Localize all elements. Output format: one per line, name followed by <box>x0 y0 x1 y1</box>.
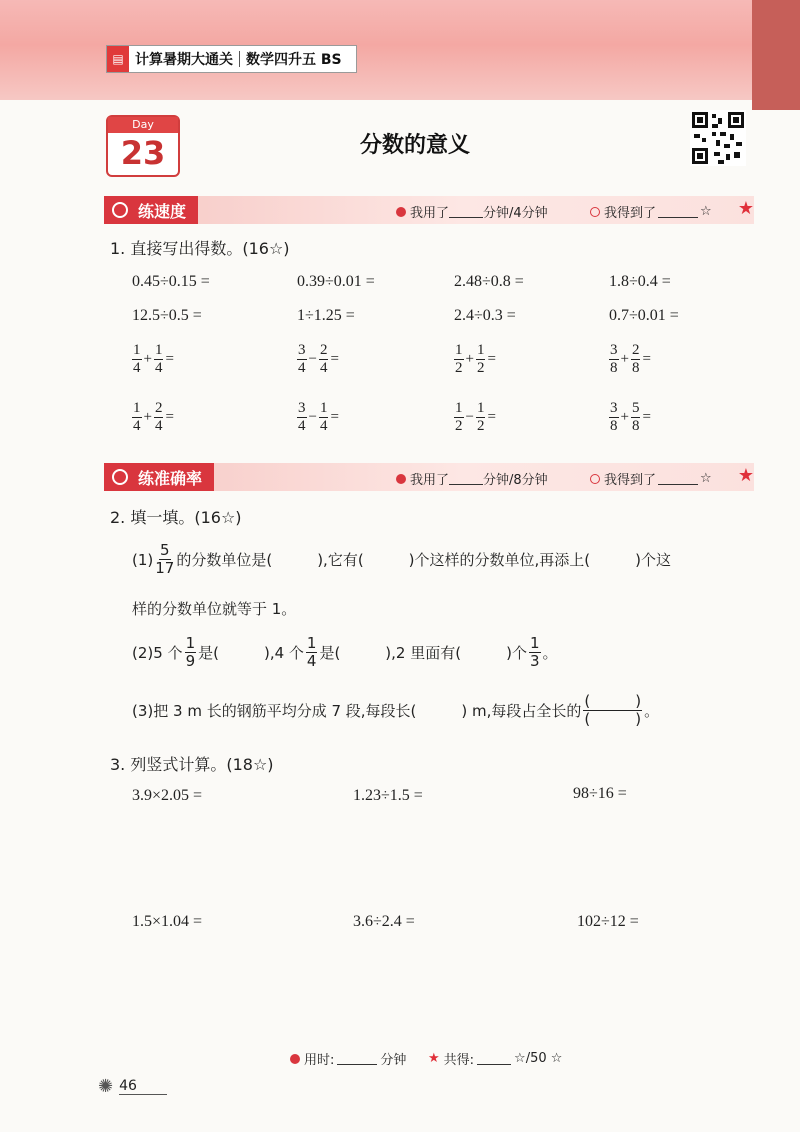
footer-score-label: 共得: <box>443 1053 475 1068</box>
q2-part3: (3)把 3 m 长的钢筋平均分成 7 段,每段长( ) m,每段占全长的 $\frac{( )}{( )}$ 。 <box>132 692 660 728</box>
q1-item: 1÷1.25 = <box>297 307 355 324</box>
q1-fraction-item: $\frac{3}{4}$ − $\frac{1}{4}$ = <box>298 400 339 434</box>
q1-fraction-item: $\frac{3}{4}$ − $\frac{2}{4}$ = <box>298 342 339 376</box>
top-band-edge <box>752 0 800 110</box>
score-got <box>590 469 712 488</box>
q3-item: 102÷12 = <box>577 913 639 930</box>
day-number: 23 <box>120 134 166 172</box>
q1-fraction-item: $\frac{1}{2}$ + $\frac{1}{2}$ = <box>455 342 496 376</box>
section-speed-tag <box>104 196 198 224</box>
q2-part1-cont: 样的分数单位就等于 1。 <box>132 600 297 618</box>
stopwatch-icon <box>112 202 128 218</box>
footer-score <box>428 1049 562 1068</box>
footer-time-blank[interactable] <box>337 1052 377 1065</box>
time-used-label: 我用了 <box>410 206 450 221</box>
time-blank[interactable] <box>449 472 483 485</box>
q1-fraction-item: $\frac{3}{8}$ + $\frac{5}{8}$ = <box>610 400 651 434</box>
series-title: 计算暑期大通关 <box>135 52 233 68</box>
star-decoration-icon: ★ <box>737 198 754 218</box>
q1-fraction-item: $\frac{1}{2}$ − $\frac{1}{2}$ = <box>455 400 496 434</box>
footer-score-blank[interactable] <box>477 1052 511 1065</box>
q1-fraction-item: $\frac{1}{4}$ + $\frac{1}{4}$ = <box>133 342 174 376</box>
score-label: 我得到了 <box>604 473 657 488</box>
footer-time-unit: 分钟 <box>380 1053 407 1068</box>
q1-item: 0.39÷0.01 = <box>297 273 375 290</box>
score-blank[interactable] <box>658 205 698 218</box>
check-icon <box>590 474 600 484</box>
book-icon: ▤ <box>107 46 129 72</box>
star-icon: ☆ <box>700 204 712 219</box>
q1-item: 0.7÷0.01 = <box>609 307 679 324</box>
q2-part1: (1) $\frac{5}{17}$ 的分数单位是( ),它有( )个这样的分数单位,再添上( )个这 <box>132 541 671 577</box>
series-grade: 数学四升五 BS <box>246 52 342 68</box>
q3-item: 1.5×1.04 = <box>132 913 203 930</box>
q1-fraction-item: $\frac{1}{4}$ + $\frac{2}{4}$ = <box>133 400 174 434</box>
time-unit: 分钟/8分钟 <box>483 473 548 488</box>
score-blank[interactable] <box>658 472 698 485</box>
target-icon <box>112 469 128 485</box>
time-unit: 分钟/4分钟 <box>483 206 548 221</box>
clock-icon <box>396 207 406 217</box>
q1-item: 2.48÷0.8 = <box>454 273 524 290</box>
time-used-label: 我用了 <box>410 473 450 488</box>
star-icon: ★ <box>428 1051 440 1066</box>
section-accuracy-label: 练准确率 <box>138 468 203 488</box>
q1-item: 0.45÷0.15 = <box>132 273 210 290</box>
section-speed-bar <box>104 196 754 224</box>
footer-time-label: 用时: <box>304 1053 335 1068</box>
time-used <box>396 202 548 221</box>
q1-item: 1.8÷0.4 = <box>609 273 671 290</box>
q3-item: 3.9×2.05 = <box>132 787 203 804</box>
q1-item: 2.4÷0.3 = <box>454 307 516 324</box>
page-number-area <box>98 1076 167 1097</box>
q2-title: 2. 填一填。(16☆) <box>110 508 242 527</box>
star-decoration-icon: ★ <box>737 465 754 485</box>
footer-time <box>290 1049 406 1068</box>
page-number: 46 <box>119 1078 167 1095</box>
series-banner <box>106 45 357 73</box>
qr-code-icon <box>690 110 746 166</box>
clock-icon <box>396 474 406 484</box>
sun-icon: ✺ <box>98 1076 114 1096</box>
q1-item: 12.5÷0.5 = <box>132 307 202 324</box>
score-got <box>590 202 712 221</box>
q3-item: 3.6÷2.4 = <box>353 913 415 930</box>
page-title: 分数的意义 <box>359 133 470 158</box>
day-label: Day <box>108 117 178 133</box>
time-used <box>396 469 548 488</box>
section-accuracy-bar <box>104 463 754 491</box>
footer-score-unit: ☆/50 ☆ <box>514 1051 563 1066</box>
section-accuracy-tag <box>104 463 214 491</box>
star-icon: ☆ <box>700 471 712 486</box>
score-label: 我得到了 <box>604 206 657 221</box>
q2-part2: (2)5 个 $\frac{1}{9}$ 是( ),4 个 $\frac{1}{4}$ 是( ),2 里面有( )个 $\frac{1}{3}$ 。 <box>132 634 558 670</box>
q3-item: 1.23÷1.5 = <box>353 787 423 804</box>
q1-fraction-item: $\frac{3}{8}$ + $\frac{2}{8}$ = <box>610 342 651 376</box>
section-speed-label: 练速度 <box>138 201 187 221</box>
time-blank[interactable] <box>449 205 483 218</box>
q1-title: 1. 直接写出得数。(16☆) <box>110 239 290 258</box>
q3-title: 3. 列竖式计算。(18☆) <box>110 755 274 774</box>
check-icon <box>590 207 600 217</box>
clock-icon <box>290 1054 300 1064</box>
q3-item: 98÷16 = <box>573 785 627 802</box>
day-badge <box>106 115 180 177</box>
